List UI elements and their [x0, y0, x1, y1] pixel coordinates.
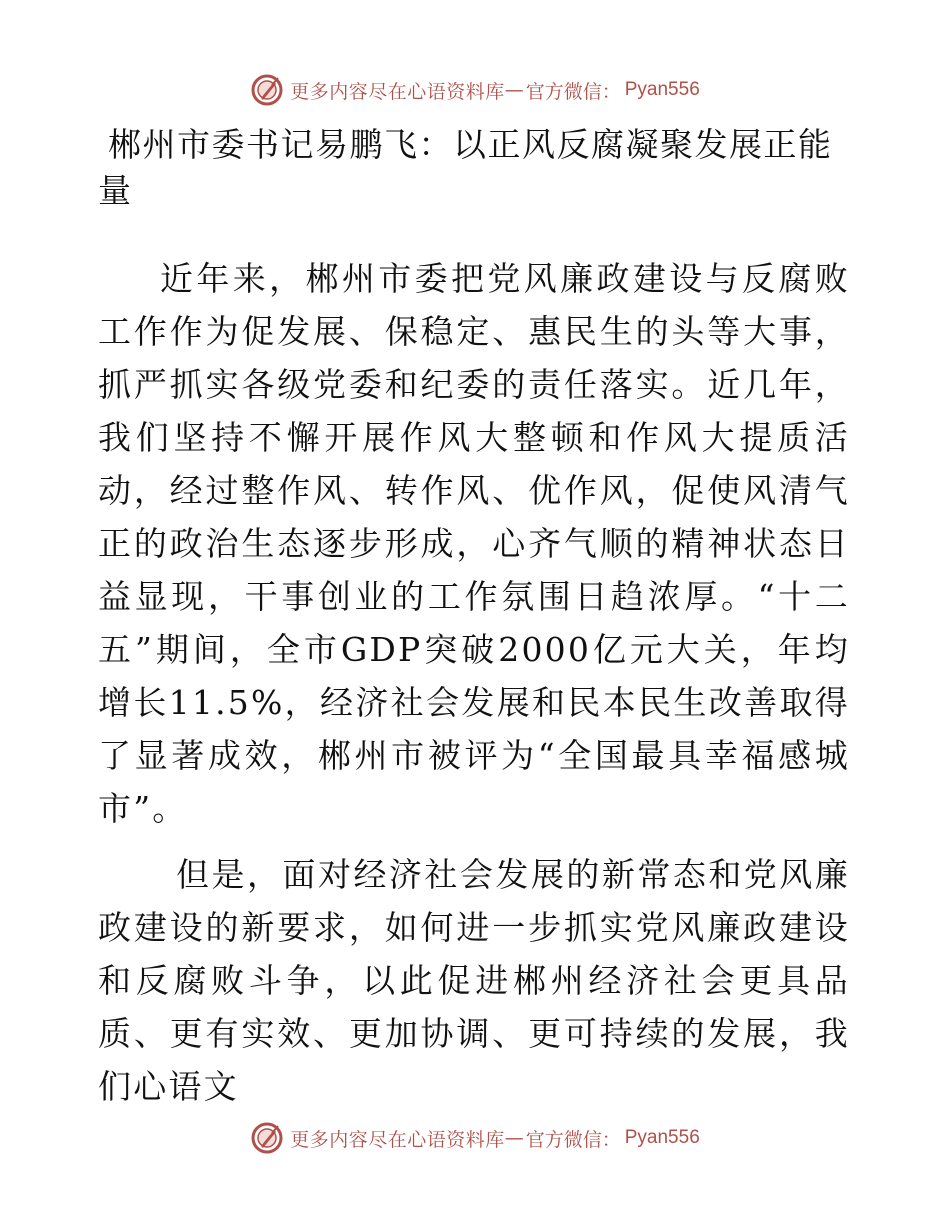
watermark-wechat-id: Pyan556 [624, 79, 700, 100]
watermark-banner-top [0, 70, 950, 110]
watermark-separator: — [504, 79, 524, 101]
article-title: 郴州市委书记易鹏飞：以正风反腐凝聚发展正能量 [98, 125, 833, 210]
watermark-text: 更多内容尽在心语资料库 [290, 80, 505, 103]
watermark-text: 更多内容尽在心语资料库 [290, 1128, 505, 1151]
watermark-wechat-id: Pyan556 [624, 1127, 700, 1148]
watermark-banner-bottom [0, 1118, 950, 1158]
article-paragraph-1: 近年来，郴州市委把党风廉政建设与反腐败工作作为促发展、保稳定、惠民生的头等大事，抓严抓实各级党委和纪委的责任落实。近几年，我们坚持不懈开展作风大整顿和作风大提质活动，经过整作风、转作风、优作风，促使风清气正的政治生态逐步形成，心齐气顺的精神状态日益显现，干事创业的工作氛围日趋浓厚。“十二五”期间，全市GDP突破2000亿元大关，年均增长11.5%，经济社会发展和民本民生改善取得了显著成效，郴州市被评为“全国最具幸福感城市”。 [98, 259, 850, 828]
watermark-wechat-label: 官方微信： [525, 80, 621, 103]
quill-logo-icon [250, 1121, 284, 1155]
article-paragraph-2: 但是，面对经济社会发展的新常态和党风廉政建设的新要求，如何进一步抓实党风廉政建设和反腐败斗争，以此促进郴州经济社会更具品质、更有实效、更加协调、更可持续的发展，我们心语文 [98, 855, 850, 1106]
watermark-separator: — [504, 1127, 524, 1149]
quill-logo-icon [250, 73, 284, 107]
watermark-wechat-label: 官方微信： [525, 1128, 621, 1151]
